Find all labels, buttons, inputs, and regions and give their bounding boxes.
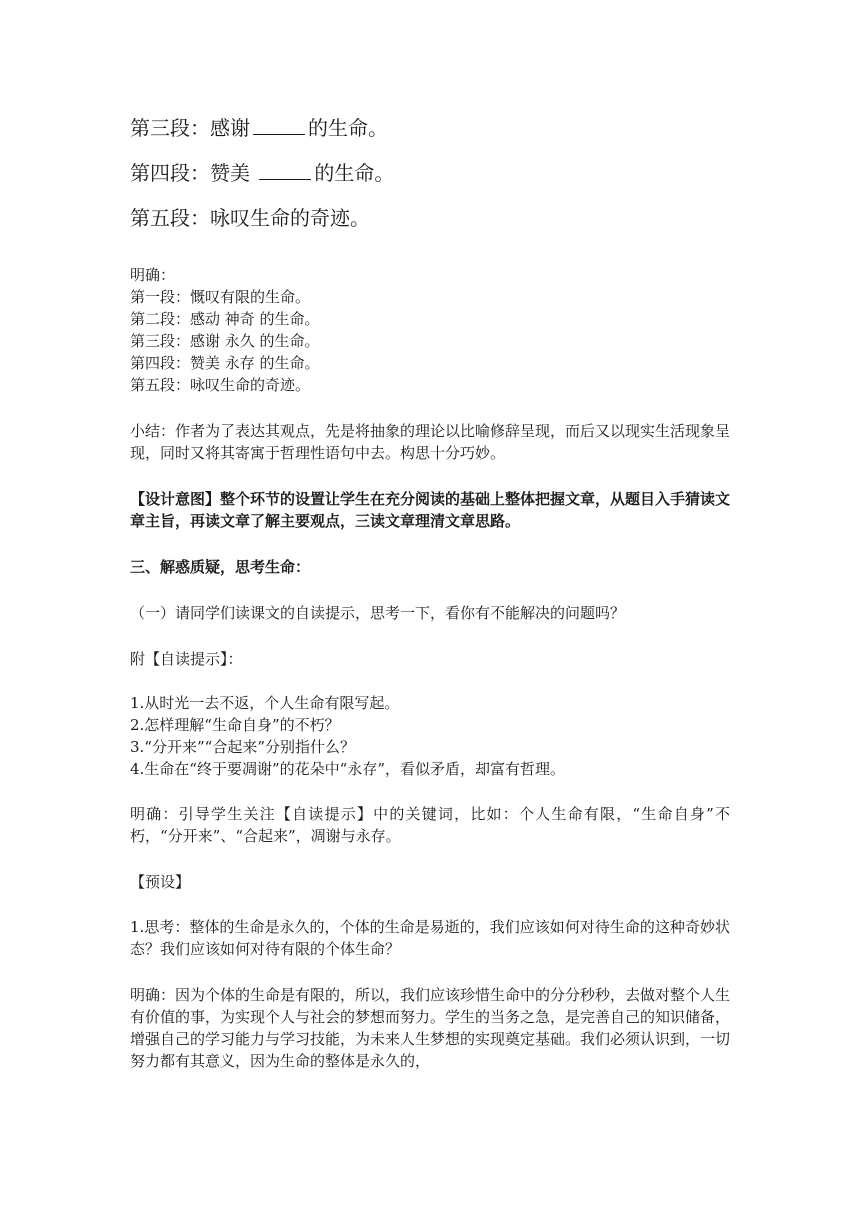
clarify-line: 第五段：咏叹生命的奇迹。 (130, 376, 311, 394)
section-three-prefix: 第三段：感谢 (130, 116, 250, 140)
clarify-answer-paragraph: 明确：因为个体的生命是有限的，所以，我们应该珍惜生命中的分分秒秒，去做对整个人生有价值的事，为实现个人与社会的梦想而努力。学生的当务之急，是完善自己的知识储备，增强自己的学习能力与学习技能，为未来人生梦想的实现奠定基础。我们必须认识到，一切努力都有其意义，因为生命的整体是永久的， (130, 986, 731, 1070)
section-four-prefix: 第四段：赞美 (130, 161, 257, 185)
tip-item: 4.生命在“终于要凋谢”的花朵中“永存”，看似矛盾，却富有哲理。 (130, 760, 565, 778)
tip-item: 1.从时光一去不返，个人生命有限写起。 (130, 694, 400, 712)
section-four-line (130, 160, 394, 186)
section-four-suffix: 的生命。 (314, 161, 395, 185)
tips-heading: 附【自读提示】： (130, 650, 243, 668)
fill-in-blank (253, 116, 305, 135)
section-three-suffix: 的生命。 (308, 116, 388, 140)
thinking-question-paragraph: 1.思考：整体的生命是永久的，个体的生命是易逝的，我们应该如何对待生命的这种奇妙状态？我们应该如何对待有限的个体生命？ (130, 918, 730, 958)
clarify-line: 第二段：感动 神奇 的生命。 (130, 310, 320, 328)
clarify-line: 第一段：慨叹有限的生命。 (130, 288, 311, 306)
section-three-line (130, 115, 388, 141)
clarify-line: 第三段：感谢 永久 的生命。 (130, 332, 320, 350)
tip-item: 3.“分开来”“合起来”分别指什么？ (130, 738, 355, 756)
clarify-line: 第四段：赞美 永存 的生命。 (130, 354, 320, 372)
tip-item: 2.怎样理解“生命自身”的不朽？ (130, 716, 340, 734)
preset-heading: 【预设】 (130, 873, 191, 891)
section-title: 三、解惑质疑，思考生命： (130, 558, 311, 576)
clarify-keywords-paragraph: 明确：引导学生关注【自读提示】中的关键词，比如：个人生命有限，“生命自身”不朽，“分开来”、“合起来”，凋谢与永存。 (130, 805, 730, 845)
summary-paragraph: 小结：作者为了表达其观点，先是将抽象的理论以比喻修辞呈现，而后又以现实生活现象呈现，同时又将其寄寓于哲理性语句中去。构思十分巧妙。 (130, 422, 731, 462)
design-intent-paragraph: 【设计意图】整个环节的设置让学生在充分阅读的基础上整体把握文章，从题目入手猜读文章主旨，再读文章了解主要观点，三读文章理清文章思路。 (130, 490, 731, 530)
section-five-line: 第五段：咏叹生命的奇迹。 (130, 206, 370, 230)
clarify-heading: 明确： (130, 266, 176, 284)
question-one: （一）请同学们读课文的自读提示，思考一下，看你有不能解决的问题吗？ (130, 604, 626, 622)
fill-in-blank (259, 161, 311, 180)
